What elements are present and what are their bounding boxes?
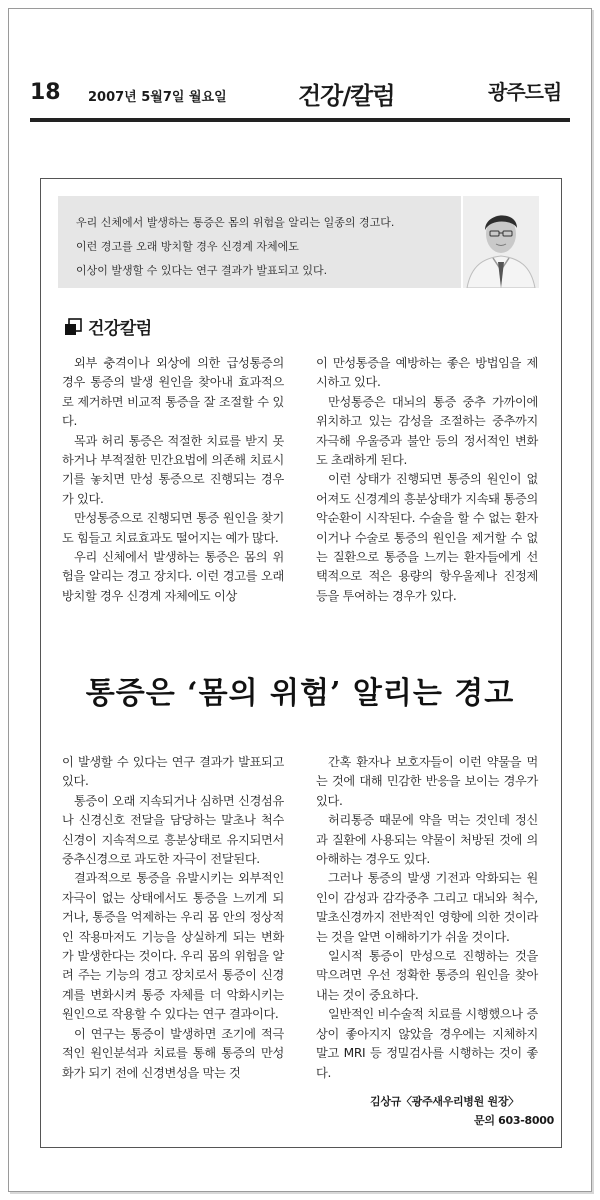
paragraph: 만성통증은 대뇌의 통증 중추 가까이에 위치하고 있는 감성을 조절하는 중추까지 자극해 우울증과 불안 등의 정서적인 변화도 초래하게 된다.	[316, 394, 538, 468]
body-column-3	[62, 753, 284, 1083]
paragraph: 일시적 통증이 만성으로 진행하는 것을 막으려면 우선 정확한 통증의 원인을 찾아내는 것이 중요하다.	[316, 949, 538, 1002]
lead-line: 이상이 발생할 수 있다는 연구 결과가 발표되고 있다.	[76, 264, 328, 277]
lead-line: 이런 경고를 오래 방치할 경우 신경계 자체에도	[76, 240, 299, 253]
paragraph: 결과적으로 통증을 유발시키는 외부적인 자극이 없는 상태에서도 통증을 느끼게 되거나, 통증을 억제하는 우리 몸 안의 정상적인 작용마저도 기능을 상실하게 되는 변화가 발생한다는 것이다. 우리 몸의 위험을 알려 주는 기능의 경고 장치로서 통증이 신경계를 변화시켜 통증 자체를 더 악화시키는 원인으로 작용할 수 있다는 연구 결과이다.	[62, 871, 284, 1022]
body-column-2	[316, 354, 538, 606]
column-title: 건강칼럼	[88, 319, 152, 339]
paragraph: 우리 신체에서 발생하는 통증은 몸의 위험을 알리는 경고 장치다. 이런 경고를 오래 방치할 경우 신경계 자체에도 이상	[62, 550, 284, 603]
column-marker-icon	[64, 318, 82, 336]
newspaper-logo: 광주드림	[488, 80, 562, 104]
page-number: 18	[30, 80, 61, 105]
paragraph: 통증이 오래 지속되거나 심하면 신경섬유나 신경신호 전달을 담당하는 말초나 척수신경이 지속적으로 흥분상태로 유지되면서 중추신경으로 과도한 자극이 전달된다.	[62, 793, 284, 867]
body-column-1	[62, 354, 284, 606]
paragraph: 외부 충격이나 외상에 의한 급성통증의 경우 통증의 발생 원인을 찾아내 효과적으로 제거하면 비교적 통증을 잘 조절할 수 있다.	[62, 356, 284, 429]
paragraph: 일반적인 비수술적 치료를 시행했으나 증상이 좋아지지 않았을 경우에는 지체하지 말고 MRI 등 정밀검사를 시행하는 것이 좋다.	[316, 1007, 538, 1080]
body-column-4	[316, 753, 538, 1083]
author-photo	[463, 196, 539, 288]
paragraph: 이 발생할 수 있다는 연구 결과가 발표되고 있다.	[62, 755, 284, 789]
paragraph: 허리통증 때문에 약을 먹는 것인데 정신과 질환에 사용되는 약물이 처방된 것에 의아해하는 경우도 있다.	[316, 813, 538, 867]
paragraph: 이 연구는 통증이 발생하면 조기에 적극적인 원인분석과 치료를 통해 통증의 만성화가 되기 전에 신경변성을 막는 것	[62, 1026, 284, 1080]
paragraph: 그러나 통증의 발생 기전과 악화되는 원인이 감성과 감각중추 그리고 대뇌와 척수, 말초신경까지 전반적인 영향에 의한 것이라는 것을 알면 이해하기가 쉬울 것이다.	[316, 871, 538, 944]
paragraph: 간혹 환자나 보호자들이 이런 약물을 먹는 것에 대해 민감한 반응을 보이는 경우가 있다.	[316, 755, 538, 808]
issue-date: 2007년 5월7일 월요일	[88, 90, 227, 105]
author-byline: 김상규〈광주새우리병원 원장〉	[370, 1095, 519, 1108]
lead-box	[58, 196, 461, 288]
header-rule	[30, 118, 570, 122]
section-title: 건강/칼럼	[298, 82, 395, 110]
headline: 통증은 ‘몸의 위험’ 알리는 경고	[85, 676, 515, 711]
contact-info: 문의 603-8000	[474, 1114, 554, 1127]
paragraph: 이런 상태가 진행되면 통증의 원인이 없어져도 신경계의 흥분상태가 지속돼 통증의 악순환이 시작된다. 수술을 할 수 없는 환자이거나 수술로 통증의 원인을 제거할 수 없는 질환으로 통증을 느끼는 환자들에게 선택적으로 적은 용량의 항우울제나 진정제 등을 투여하는 경우가 있다.	[316, 472, 538, 603]
lead-line: 우리 신체에서 발생하는 통증은 몸의 위험을 알리는 일종의 경고다.	[76, 216, 395, 229]
paragraph: 이 만성통증을 예방하는 좋은 방법임을 제시하고 있다.	[316, 356, 538, 390]
paragraph: 목과 허리 통증은 적절한 치료를 받지 못하거나 부적절한 민간요법에 의존해 치료시기를 놓치면 만성 통증으로 진행되는 경우가 있다.	[62, 433, 284, 506]
paragraph: 만성통증으로 진행되면 통증 원인을 찾기도 힘들고 치료효과도 떨어지는 예가 많다.	[62, 511, 284, 545]
